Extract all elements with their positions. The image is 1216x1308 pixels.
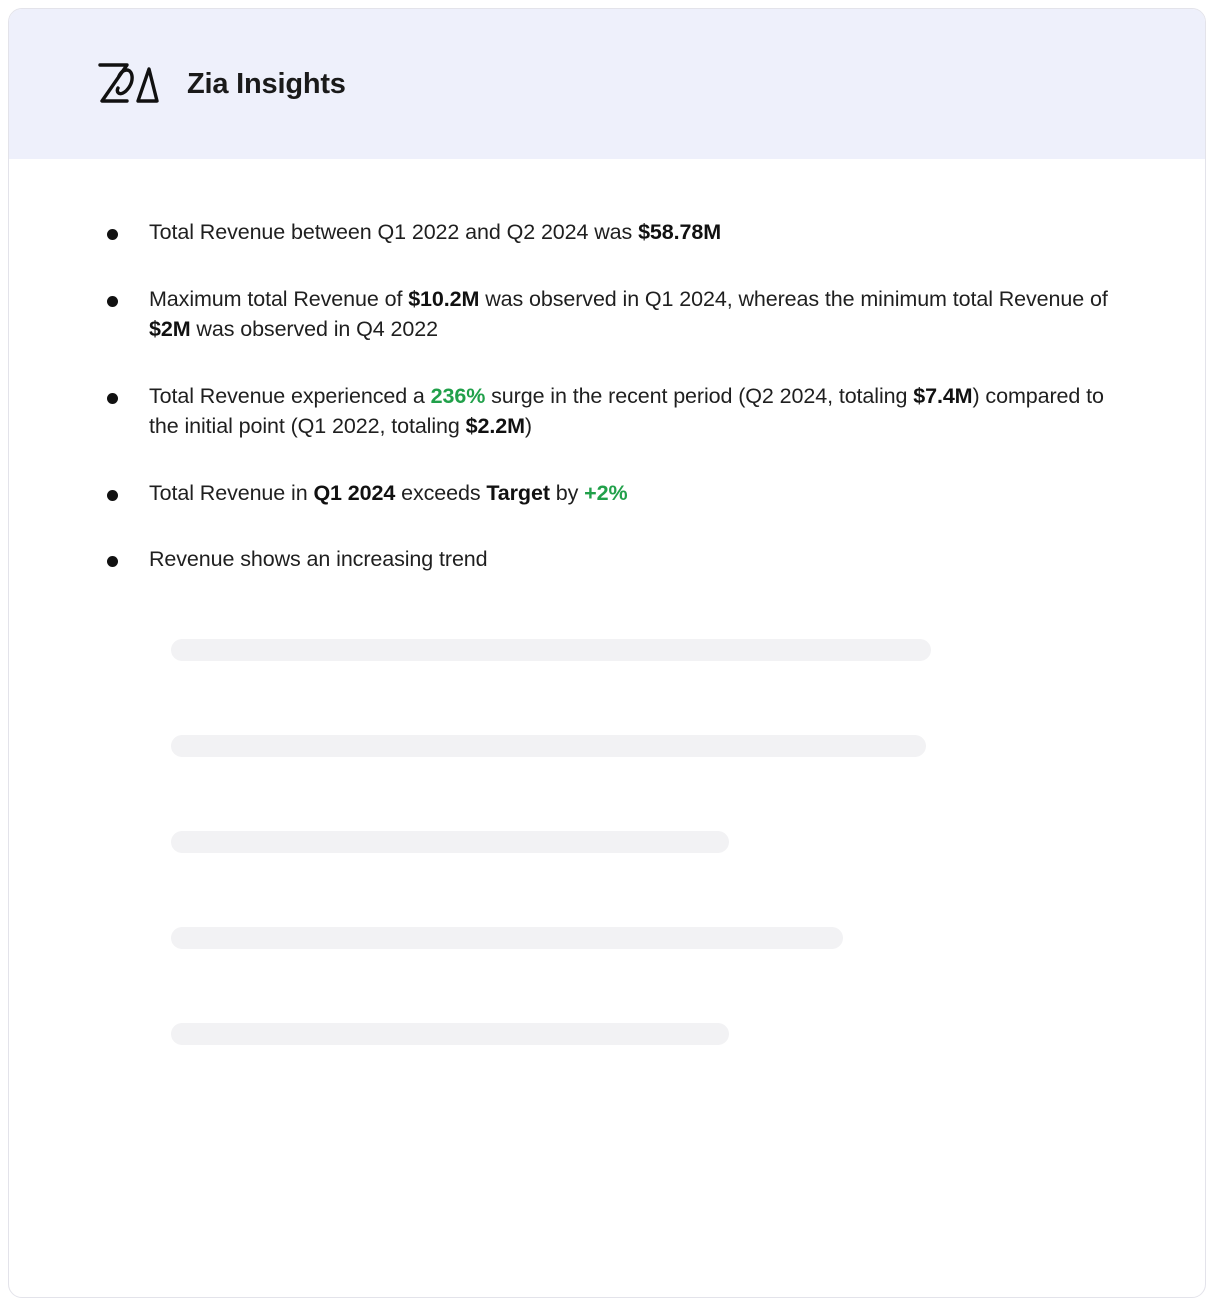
- loading-placeholder-group: [79, 639, 1135, 1045]
- insight-emphasis: Target: [486, 480, 550, 505]
- insight-item-total-revenue-range: [79, 217, 1135, 248]
- insight-text: was observed in Q1 2024, whereas the minimum total Revenue of: [479, 286, 1108, 311]
- insight-emphasis: Q1 2024: [313, 480, 396, 505]
- loading-placeholder-bar: [171, 927, 843, 949]
- panel-body: [9, 159, 1205, 1045]
- insight-item-increasing-trend: [79, 544, 1135, 575]
- insight-emphasis: $7.4M: [913, 383, 973, 408]
- insight-text: Total Revenue in: [149, 480, 314, 505]
- insight-text: Total Revenue experienced a: [149, 383, 431, 408]
- loading-placeholder-bar: [171, 639, 931, 661]
- zia-logo-icon: [97, 60, 159, 108]
- insight-emphasis: $58.78M: [638, 220, 722, 244]
- insight-item-exceeds-target: [79, 478, 1135, 509]
- insight-emphasis: $10.2M: [408, 286, 480, 311]
- insight-text: Maximum total Revenue of: [149, 286, 409, 311]
- insight-text: Total Revenue between Q1 2022 and Q2 2024 was: [149, 220, 639, 244]
- insight-metric-highlight: +2%: [584, 480, 628, 505]
- zia-insights-panel: [8, 8, 1206, 1298]
- insight-emphasis: $2M: [149, 317, 191, 342]
- insight-text: exceeds: [395, 480, 487, 505]
- insight-text: surge in the recent period (Q2 2024, totaling: [485, 383, 914, 408]
- insight-text: ) compared to the initial point (Q1 2022, totaling: [149, 383, 1104, 439]
- loading-placeholder-bar: [171, 735, 926, 757]
- insight-item-revenue-surge: [79, 381, 1135, 442]
- insight-text: by: [549, 480, 585, 505]
- insights-list: [79, 217, 1135, 575]
- insight-text: ): [524, 414, 532, 439]
- panel-header: [9, 9, 1205, 159]
- page-title: Zia Insights: [187, 67, 346, 100]
- insight-emphasis: $2.2M: [465, 414, 525, 439]
- insight-text: Revenue shows an increasing trend: [149, 547, 488, 572]
- insight-item-max-min-revenue: [79, 284, 1135, 345]
- loading-placeholder-bar: [171, 1023, 729, 1045]
- loading-placeholder-bar: [171, 831, 729, 853]
- insight-text: was observed in Q4 2022: [190, 317, 438, 342]
- insight-metric-highlight: 236%: [430, 383, 486, 408]
